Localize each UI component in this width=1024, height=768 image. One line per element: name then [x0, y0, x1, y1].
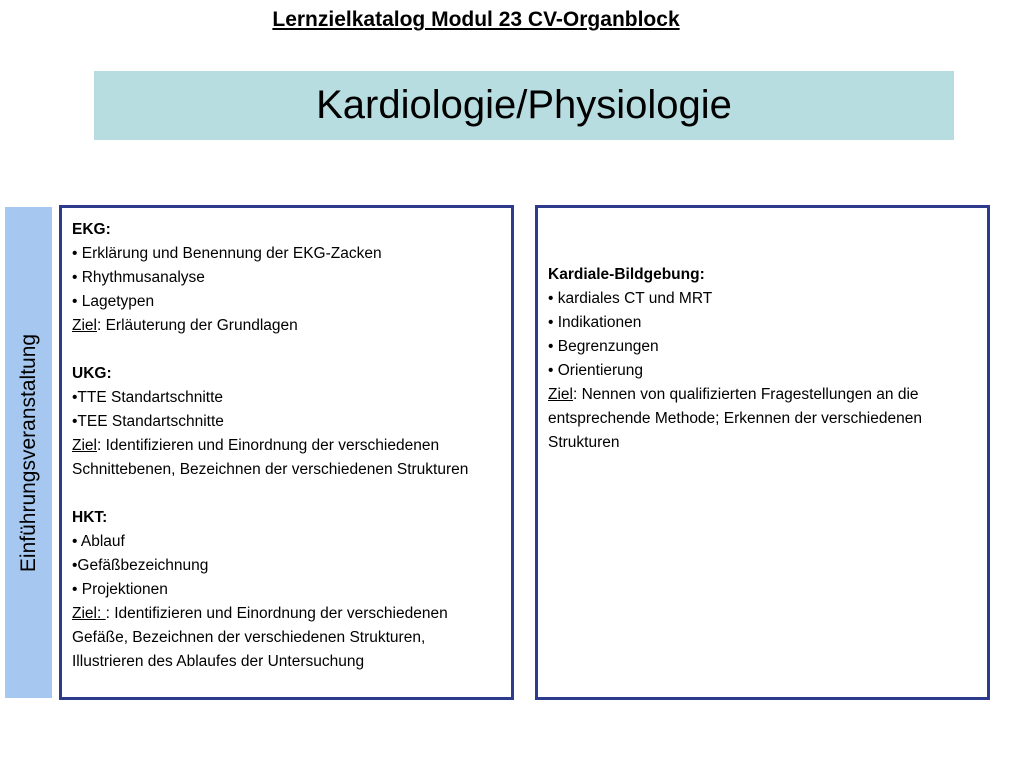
goal-text: entsprechende Methode; Erkennen der verschiedenen [548, 410, 922, 427]
list-item: • Ablauf [72, 533, 125, 550]
list-item: • Orientierung [548, 362, 644, 379]
side-tab-label: Einführungsveranstaltung [16, 333, 40, 572]
goal-text: : Nennen von qualifizierten Fragestellungen an die [572, 386, 919, 403]
goal-label: Ziel [72, 437, 97, 454]
side-tab [5, 207, 52, 698]
ukg-heading: UKG: [72, 365, 112, 382]
goal-label: Ziel: [72, 605, 106, 622]
list-item: • Projektionen [72, 581, 168, 598]
ukg-goal [72, 434, 501, 458]
list-item: • Begrenzungen [548, 338, 659, 355]
section-banner [94, 71, 954, 140]
ekg-goal [72, 314, 501, 338]
imaging-heading: Kardiale-Bildgebung: [548, 266, 705, 283]
goal-text: Illustrieren des Ablaufes der Untersuchung [72, 653, 365, 670]
page-title: Lernzielkatalog Modul 23 CV-Organblock [272, 8, 680, 31]
right-content-box [535, 205, 990, 700]
goal-text: Schnittebenen, Bezeichnen der verschiedenen Strukturen [72, 461, 469, 478]
list-item: •TTE Standartschnitte [72, 389, 224, 406]
goal-text: : Identifizieren und Einordnung der verschiedenen [105, 605, 448, 622]
goal-text: Strukturen [548, 434, 620, 451]
list-item: •Gefäßbezeichnung [72, 557, 209, 574]
list-item: • Indikationen [548, 314, 642, 331]
hkt-heading: HKT: [72, 509, 108, 526]
left-content-box [59, 205, 514, 700]
goal-text: Gefäße, Bezeichnen der verschiedenen Strukturen, [72, 629, 426, 646]
list-item: •TEE Standartschnitte [72, 413, 224, 430]
goal-label: Ziel [72, 317, 97, 334]
goal-text: : Identifizieren und Einordnung der verschiedenen [96, 437, 440, 454]
list-item: • Rhythmusanalyse [72, 269, 205, 286]
list-item: • kardiales CT und MRT [548, 290, 713, 307]
hkt-goal [72, 602, 501, 626]
imaging-goal [548, 383, 977, 407]
list-item: • Lagetypen [72, 293, 155, 310]
goal-label: Ziel [548, 386, 573, 403]
goal-text: : Erläuterung der Grundlagen [96, 317, 298, 334]
ekg-heading: EKG: [72, 221, 111, 238]
list-item: • Erklärung und Benennung der EKG-Zacken [72, 245, 382, 262]
banner-title: Kardiologie/Physiologie [316, 83, 732, 127]
